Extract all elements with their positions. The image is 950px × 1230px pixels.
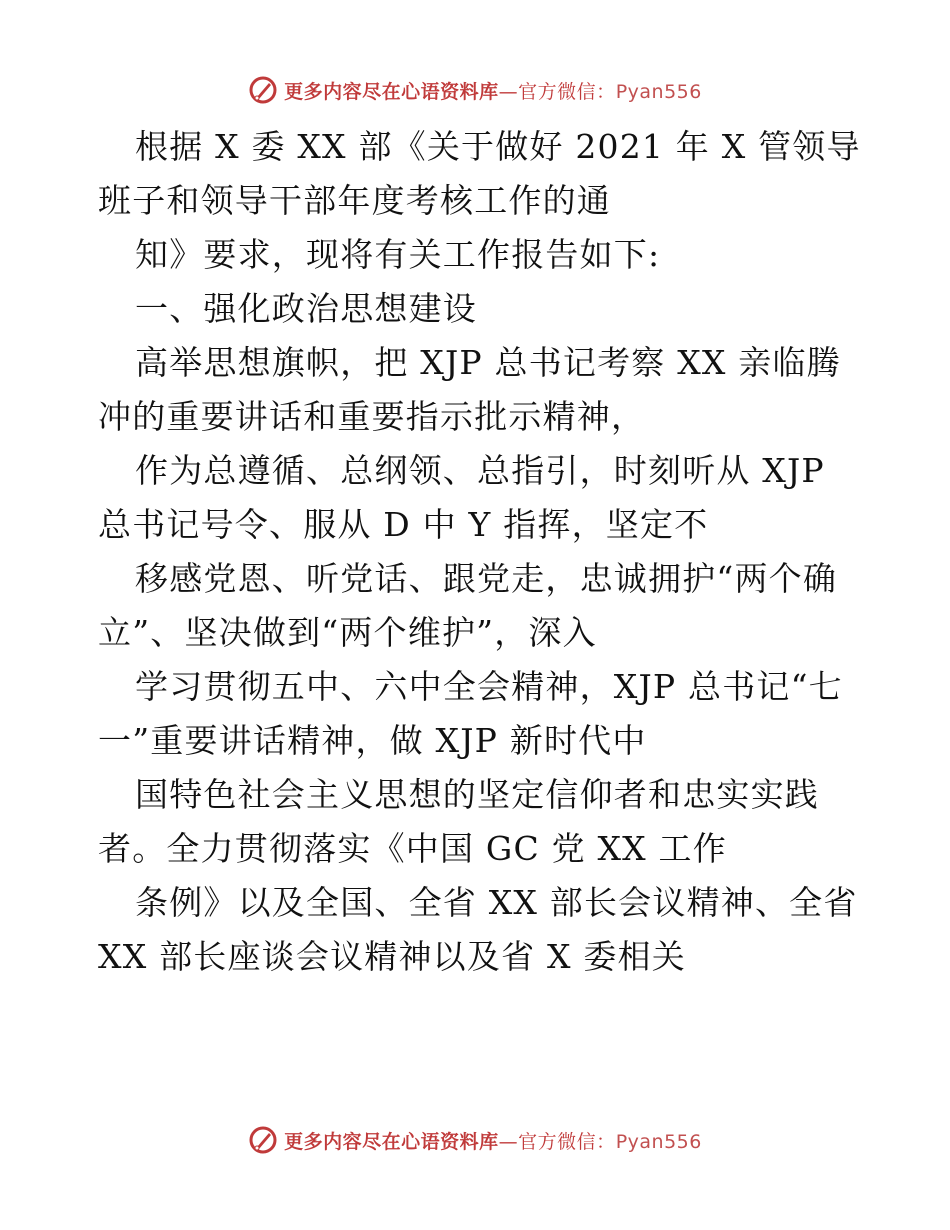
footer-banner	[0, 1120, 950, 1160]
body-line: XX 部长座谈会议精神以及省 X 委相关	[98, 937, 686, 976]
body-line: 知》要求，现将有关工作报告如下:	[135, 235, 661, 274]
body-line: 高举思想旗帜，把 XJP 总书记考察 XX 亲临腾	[135, 343, 841, 382]
header-banner	[0, 70, 950, 110]
body-line: 条例》以及全国、全省 XX 部长会议精神、全省	[135, 883, 858, 922]
header-banner-dash: —	[498, 80, 519, 103]
header-banner-main: 更多内容尽在心语资料库	[284, 80, 499, 103]
quill-logo-icon	[248, 1125, 278, 1155]
header-banner-label: 官方微信：	[518, 80, 616, 103]
body-line: 学习贯彻五中、六中全会精神，XJP 总书记“七	[135, 667, 843, 706]
footer-banner-dash: —	[498, 1130, 519, 1153]
body-line: 一”重要讲话精神，做 XJP 新时代中	[98, 721, 647, 760]
body-line: 国特色社会主义思想的坚定信仰者和忠实实践	[135, 775, 819, 814]
body-line: 移感党恩、听党话、跟党走，忠诚拥护“两个确	[135, 559, 838, 598]
body-line: 总书记号令、服从 D 中 Y 指挥，坚定不	[98, 505, 709, 544]
body-line: 立”、坚决做到“两个维护”，深入	[98, 613, 597, 652]
footer-banner-label: 官方微信：	[518, 1130, 616, 1153]
document-body	[98, 120, 868, 984]
body-line: 者。全力贯彻落实《中国 GC 党 XX 工作	[98, 829, 727, 868]
header-wechat-id: Pyan556	[615, 80, 702, 103]
body-line: 根据 X 委 XX 部《关于做好 2021 年 X 管领导	[135, 127, 861, 166]
body-line: 班子和领导干部年度考核工作的通	[98, 181, 611, 220]
footer-banner-text	[284, 1127, 702, 1154]
quill-logo-icon	[248, 75, 278, 105]
footer-wechat-id: Pyan556	[615, 1130, 702, 1153]
body-line: 一、强化政治思想建设	[135, 289, 477, 328]
header-banner-text	[284, 77, 702, 104]
body-line: 冲的重要讲话和重要指示批示精神，	[98, 397, 646, 436]
footer-banner-main: 更多内容尽在心语资料库	[284, 1130, 499, 1153]
body-line: 作为总遵循、总纲领、总指引，时刻听从 XJP	[135, 451, 825, 490]
